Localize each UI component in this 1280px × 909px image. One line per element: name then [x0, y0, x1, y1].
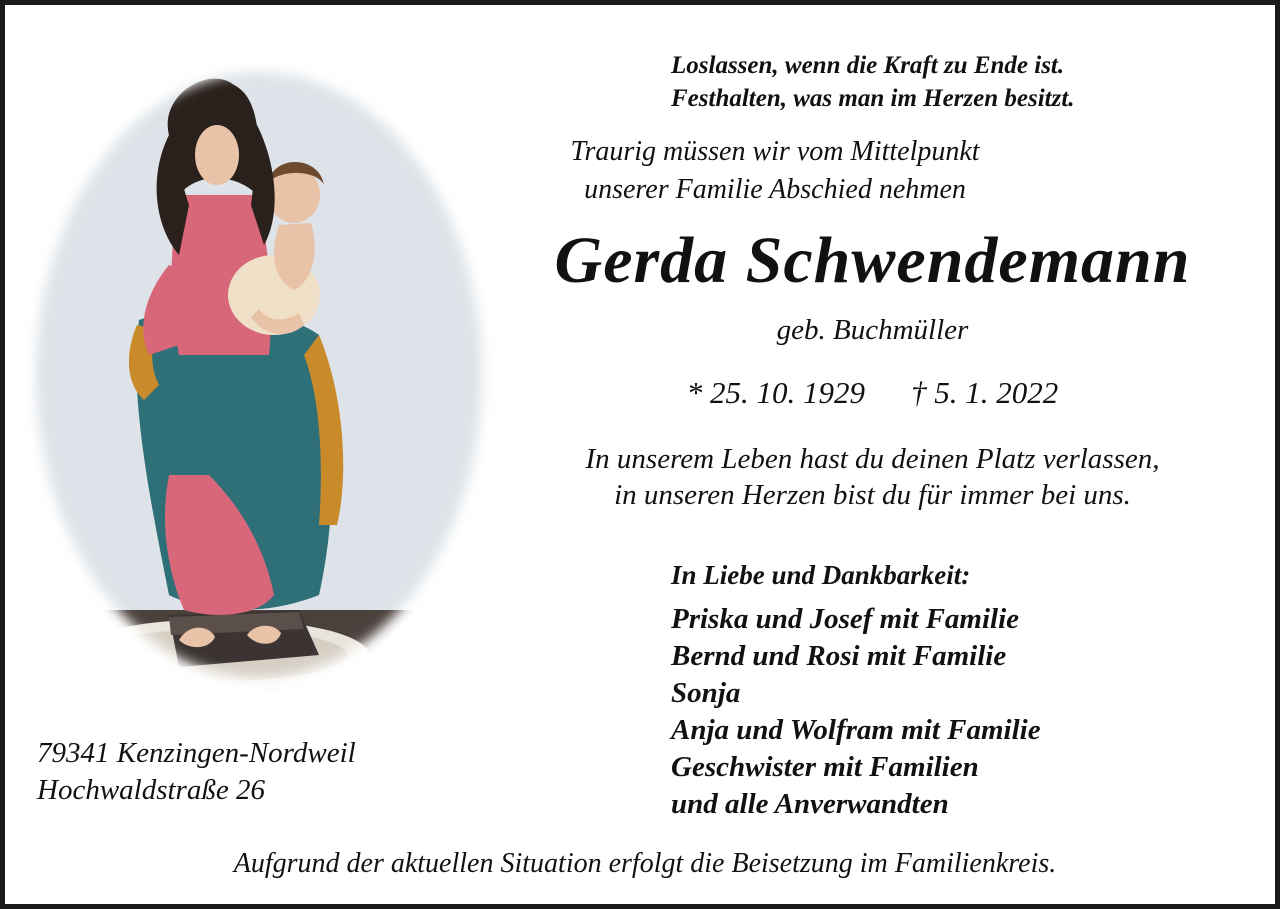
- life-dates: [485, 371, 1260, 415]
- maiden-name: geb. Buchmüller: [776, 314, 969, 346]
- intro-text: [525, 133, 1025, 209]
- birth-date: * 25. 10. 1929: [686, 375, 865, 410]
- mourner-item: Bernd und Rosi mit Familie: [671, 640, 1007, 672]
- address-city: 79341 Kenzingen-Nordweil: [37, 737, 356, 769]
- mourner-item: und alle Anverwandten: [671, 788, 949, 820]
- gratitude-heading: In Liebe und Dankbarkeit:: [671, 560, 971, 590]
- intro-line: Traurig müssen wir vom Mittelpunkt: [570, 136, 980, 167]
- intro-line: unserer Familie Abschied nehmen: [584, 174, 966, 205]
- madonna-statue-photo: [19, 55, 499, 695]
- death-date: † 5. 1. 2022: [911, 375, 1059, 410]
- address-street: Hochwaldstraße 26: [37, 774, 265, 806]
- address: [37, 735, 356, 809]
- mourner-item: Geschwister mit Familien: [671, 751, 979, 783]
- motto: [671, 49, 1075, 115]
- verse-line: in unseren Herzen bist du für immer bei uns.: [614, 479, 1131, 511]
- mourner-item: Anja und Wolfram mit Familie: [671, 714, 1041, 746]
- motto-line: Loslassen, wenn die Kraft zu Ende ist.: [671, 52, 1065, 79]
- madonna-statue-image: [19, 55, 499, 695]
- motto-line: Festhalten, was man im Herzen besitzt.: [671, 85, 1075, 112]
- verse-line: In unserem Leben hast du deinen Platz verlassen,: [585, 443, 1160, 475]
- funeral-notice: Aufgrund der aktuellen Situation erfolgt die Beisetzung im Familienkreis.: [233, 848, 1057, 879]
- deceased-name: Gerda Schwendemann: [554, 224, 1191, 297]
- mourner-item: Sonja: [671, 677, 741, 709]
- verse: [485, 441, 1260, 513]
- mourner-item: Priska und Josef mit Familie: [671, 603, 1020, 635]
- mourners-list: [671, 601, 1041, 823]
